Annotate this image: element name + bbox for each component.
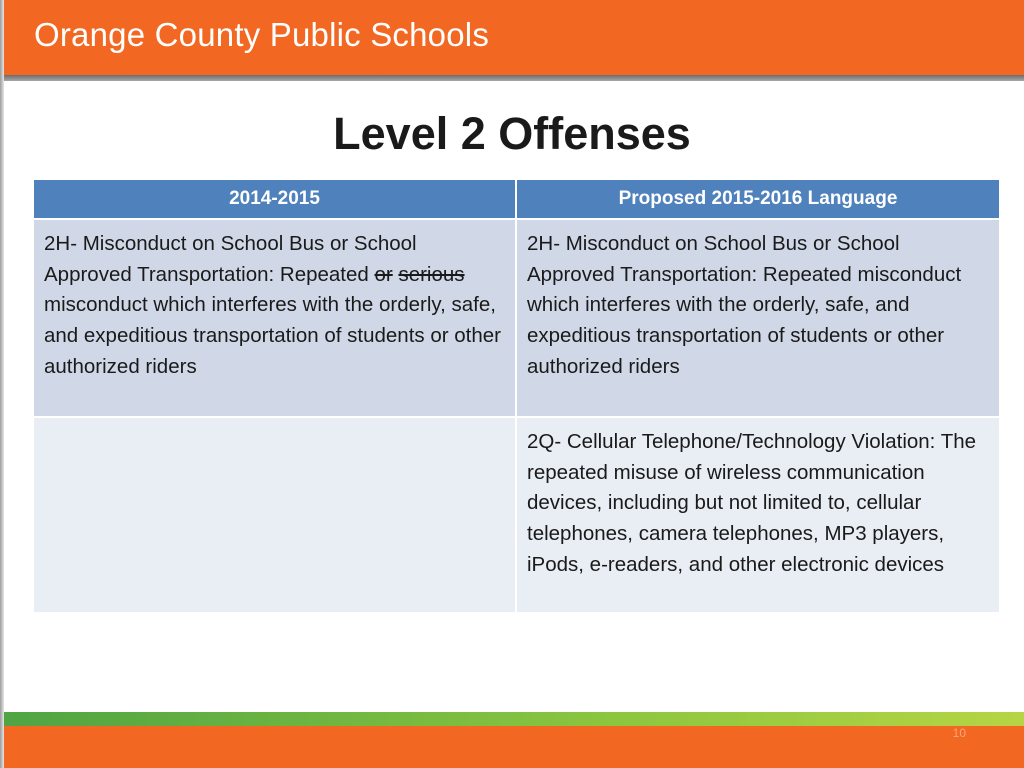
- footer-orange-bar: [4, 726, 1024, 768]
- cell-proposed-2q-new: 2Q- Cellular Telephone/Technology Violation: The repeated misuse of wireless communication devices, including but not limited to, cellular telephones, camera telephones, MP3 players, iPods, e-readers, and other electronic devices: [516, 417, 999, 613]
- struck-word-serious: serious: [398, 262, 465, 286]
- cell-text-after-strike: misconduct which interferes with the orderly, safe, and expeditious transportation of students or other authorized riders: [44, 293, 501, 378]
- cell-text-before-strike: 2H- Misconduct on School Bus or School Approved Transportation: Repeated: [44, 232, 417, 286]
- column-header-proposed-2015-2016: Proposed 2015-2016 Language: [516, 180, 999, 219]
- table-header-row: [34, 180, 999, 219]
- page-number: 10: [952, 726, 966, 740]
- slide-title: [0, 108, 1024, 160]
- footer-green-stripe: [4, 712, 1024, 726]
- cell-2014-2015-empty: [34, 417, 516, 613]
- cell-2014-2015-2h: [34, 219, 516, 417]
- header-bar: [4, 0, 1024, 75]
- header-title: Orange County Public Schools: [34, 16, 490, 53]
- struck-word-or: or: [374, 262, 393, 286]
- table-row: [34, 219, 999, 417]
- table-row: [34, 417, 999, 613]
- slide-title-text: Level 2 Offenses: [333, 108, 691, 159]
- header-underline: [4, 75, 1024, 81]
- offense-comparison-table: [34, 180, 999, 614]
- cell-proposed-2h: 2H- Misconduct on School Bus or School Approved Transportation: Repeated misconduct which interferes with the orderly, safe, and expeditious transportation of students or other authorized riders: [516, 219, 999, 417]
- column-header-2014-2015: 2014-2015: [34, 180, 516, 219]
